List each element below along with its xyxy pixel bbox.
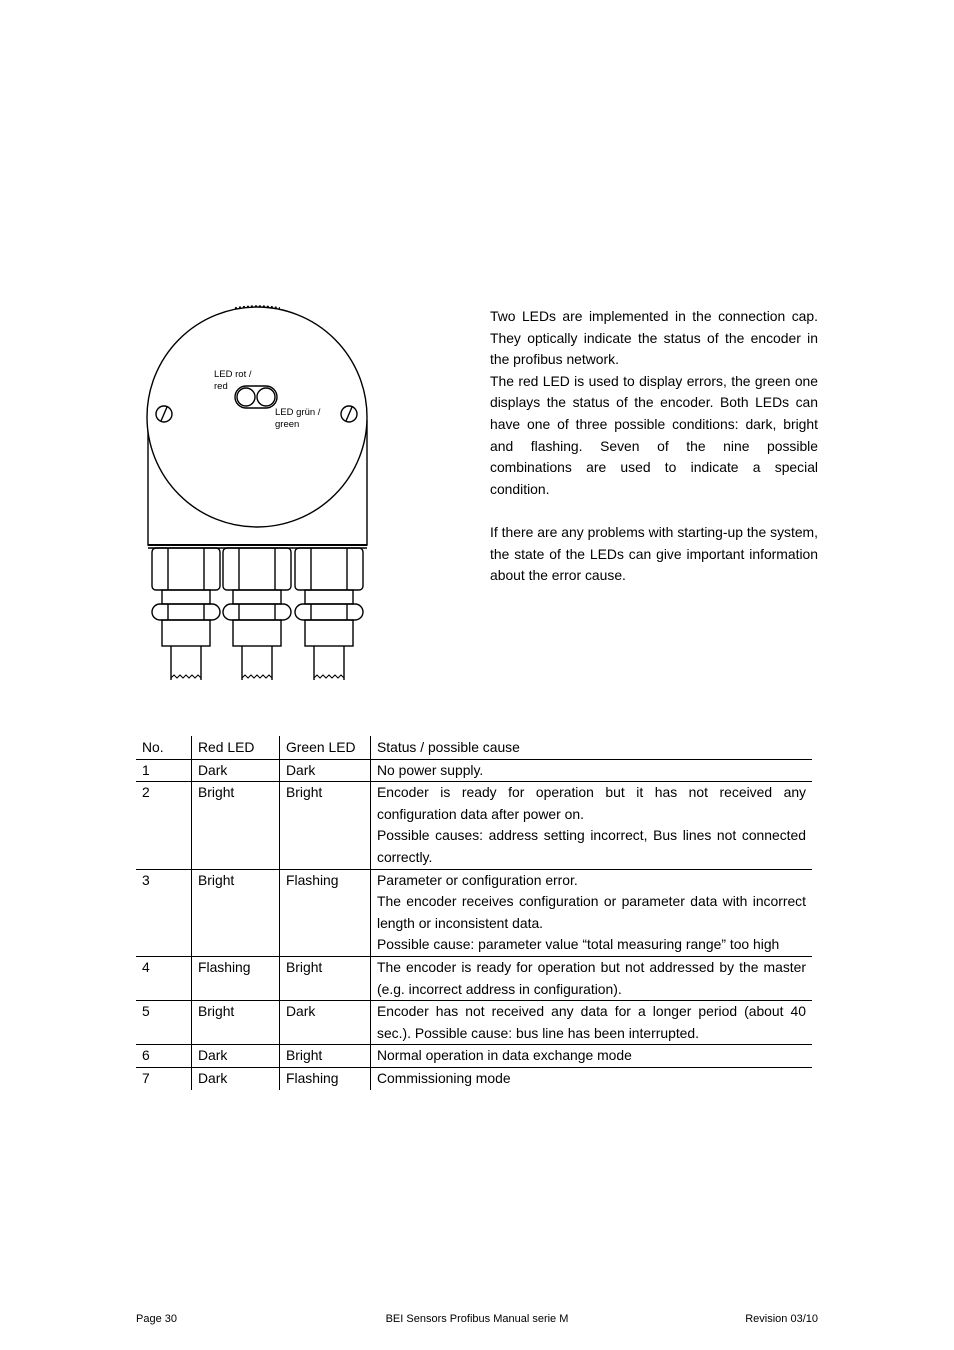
row-no: 2: [136, 782, 192, 869]
led-description: [490, 306, 818, 587]
row-status: [371, 869, 813, 956]
right-screw-icon: [341, 406, 357, 422]
header-status: Status / possible cause: [371, 736, 813, 759]
description-paragraph-2: The red LED is used to display errors, the green one displays the status of the encoder. Both LEDs can have one of three possible conditions: dark, bright and flashing. Seven of the nine possible combinations are used to indicate a special condition.: [490, 372, 818, 497]
table-row: [136, 869, 812, 956]
led-red-label: [214, 369, 252, 393]
table-row: [136, 759, 812, 782]
encoder-drawing: [135, 300, 375, 690]
cable-gland-1: [152, 548, 220, 680]
led-green-label-line1: LED grün /: [275, 407, 321, 418]
led-red-label-line1: LED rot /: [214, 369, 252, 380]
left-screw-icon: [156, 406, 172, 422]
footer-document-title: BEI Sensors Profibus Manual serie M: [385, 1313, 569, 1325]
header-red-led: Red LED: [192, 736, 280, 759]
row-no: 1: [136, 759, 192, 782]
status-line: Possible causes: address setting incorrect, Bus lines not connected correctly.: [377, 827, 806, 865]
row-green-led: Dark: [280, 759, 371, 782]
table-row: [136, 1067, 812, 1089]
table-row: [136, 782, 812, 869]
status-line: Possible cause: parameter value “total measuring range” too high: [377, 936, 780, 953]
table-header-row: [136, 736, 812, 759]
header-no: No.: [136, 736, 192, 759]
row-red-led: Dark: [192, 759, 280, 782]
cable-gland-2: [223, 548, 291, 680]
row-status: [371, 1001, 813, 1045]
row-red-led: Dark: [192, 1045, 280, 1068]
row-red-led: Bright: [192, 1001, 280, 1045]
row-green-led: Bright: [280, 956, 371, 1000]
led-green-label: [275, 407, 320, 431]
table-row: [136, 1045, 812, 1068]
row-status: [371, 956, 813, 1000]
status-line: No power supply.: [377, 761, 484, 778]
row-red-led: Flashing: [192, 956, 280, 1000]
description-paragraph-3: If there are any problems with starting-up the system, the state of the LEDs can give important information about the error cause.: [490, 523, 818, 584]
row-green-led: Flashing: [280, 869, 371, 956]
row-status: [371, 1045, 813, 1068]
status-line: Parameter or configuration error.: [377, 871, 578, 888]
status-line: Commissioning mode: [377, 1069, 511, 1086]
footer-page-number: Page 30: [136, 1313, 177, 1325]
table-row: [136, 956, 812, 1000]
header-green-led: Green LED: [280, 736, 371, 759]
status-line: Encoder is ready for operation but it has not received any configuration data after power on.: [377, 784, 806, 822]
row-red-led: Bright: [192, 869, 280, 956]
status-line: Normal operation in data exchange mode: [377, 1047, 632, 1064]
description-paragraph-1: Two LEDs are implemented in the connection cap. They optically indicate the status of the encoder in the profibus network.: [490, 308, 818, 368]
row-no: 6: [136, 1045, 192, 1068]
cable-gland-3: [295, 548, 363, 680]
led-status-table: [136, 736, 812, 1090]
row-status: [371, 1067, 813, 1089]
row-no: 5: [136, 1001, 192, 1045]
row-green-led: Flashing: [280, 1067, 371, 1089]
row-status: [371, 782, 813, 869]
row-red-led: Dark: [192, 1067, 280, 1089]
row-red-led: Bright: [192, 782, 280, 869]
status-line: Encoder has not received any data for a longer period (about 40 sec.). Possible cause: bus line has been interrupted.: [377, 1003, 806, 1041]
row-green-led: Dark: [280, 1001, 371, 1045]
table-row: [136, 1001, 812, 1045]
led-red-label-line2: red: [214, 381, 228, 392]
row-green-led: Bright: [280, 782, 371, 869]
row-status: [371, 759, 813, 782]
status-line: The encoder is ready for operation but not addressed by the master (e.g. incorrect address in configuration).: [377, 958, 806, 997]
row-green-led: Bright: [280, 1045, 371, 1068]
row-no: 7: [142, 1069, 150, 1086]
row-no: 3: [136, 869, 192, 956]
led-green-label-line2: green: [275, 419, 300, 430]
footer-revision: Revision 03/10: [745, 1313, 818, 1325]
status-line: The encoder receives configuration or parameter data with incorrect length or inconsistent data.: [377, 893, 806, 931]
row-no: 4: [136, 956, 192, 1000]
